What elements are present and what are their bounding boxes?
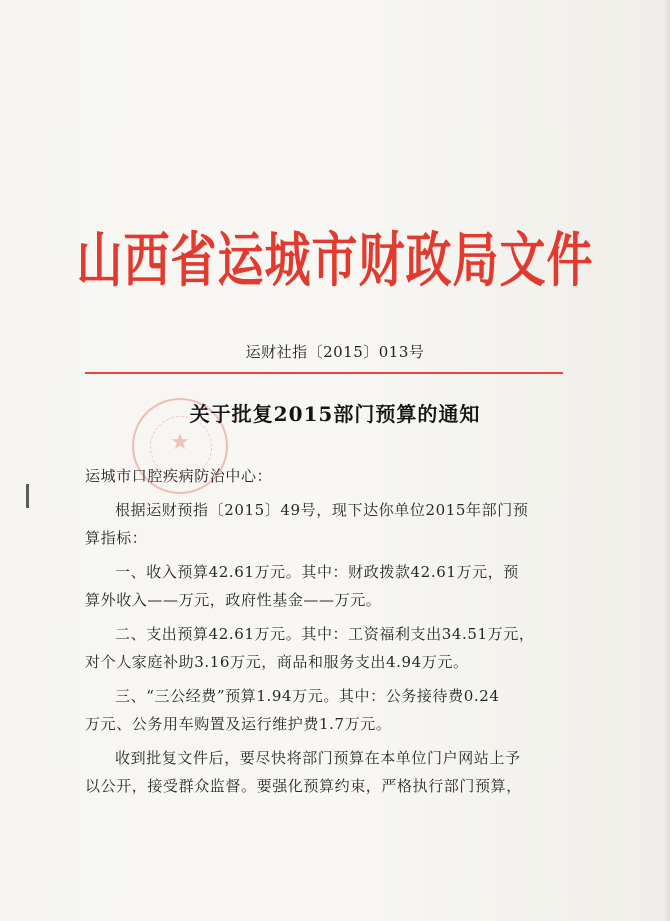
body-line: 收到批复文件后，要尽快将部门预算在本单位门户网站上予 bbox=[115, 749, 521, 767]
body-line: 三、“三公经费”预算1.94万元。其中：公务接待费0.24 bbox=[115, 687, 500, 705]
body-line: 算外收入——万元，政府性基金——万元。 bbox=[85, 591, 382, 609]
addressee-line: 运城市口腔疾病防治中心： bbox=[85, 467, 273, 485]
notice-title: 关于批复2015部门预算的通知 bbox=[189, 402, 481, 426]
body-line: 以公开，接受群众监督。要强化预算约束，严格执行部门预算， bbox=[85, 777, 522, 795]
document-number: 运财社指〔2015〕013号 bbox=[245, 343, 425, 361]
document-body bbox=[85, 462, 570, 800]
agency-title: 山西省运城市财政局文件 bbox=[76, 225, 594, 295]
binding-margin-mark bbox=[26, 484, 29, 508]
body-line: 万元、公务用车购置及运行维护费1.7万元。 bbox=[85, 715, 392, 733]
body-line: 算指标： bbox=[85, 529, 148, 547]
red-divider-rule bbox=[85, 372, 563, 374]
body-line: 对个人家庭补助3.16万元，商品和服务支出4.94万元。 bbox=[85, 653, 469, 671]
seal-star-icon: ★ bbox=[170, 430, 190, 455]
body-line: 二、支出预算42.61万元。其中：工资福利支出34.51万元， bbox=[115, 625, 535, 643]
scan-shadow-edge bbox=[664, 0, 670, 921]
body-line: 一、收入预算42.61万元。其中：财政拨款42.61万元，预 bbox=[115, 563, 519, 581]
body-line: 根据运财预指〔2015〕49号，现下达你单位2015年部门预 bbox=[115, 501, 529, 519]
